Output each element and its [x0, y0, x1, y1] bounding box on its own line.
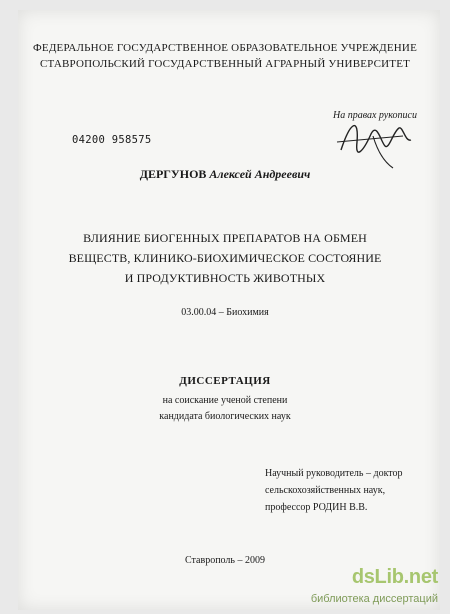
author-surname: ДЕРГУНОВ [139, 167, 207, 181]
watermark-subtitle: библиотека диссертаций [310, 593, 438, 605]
document-code: 04200 958575 [72, 134, 152, 146]
city-year: Ставрополь – 2009 [185, 555, 265, 566]
title-line-3: И ПРОДУКТИВНОСТЬ ЖИВОТНЫХ [124, 271, 326, 285]
watermark-logo [238, 566, 438, 610]
supervisor-line-2: сельскохозяйственных наук, [265, 485, 386, 496]
institution-line-2: СТАВРОПОЛЬСКИЙ ГОСУДАРСТВЕННЫЙ АГРАРНЫЙ УНИВЕРСИТЕТ [39, 58, 411, 70]
watermark-brand: dsLib.net [351, 566, 438, 588]
author-given-names: Алексей Андреевич [209, 167, 311, 181]
institution-line-1: ФЕДЕРАЛЬНОЕ ГОСУДАРСТВЕННОЕ ОБРАЗОВАТЕЛЬНОЕ УЧРЕЖДЕНИЕ [33, 42, 417, 54]
manuscript-note: На правах рукописи [333, 110, 417, 121]
dissertation-label: ДИССЕРТАЦИЯ [179, 375, 271, 387]
author-name [0, 167, 450, 182]
degree-line-2: кандидата биологических наук [159, 411, 291, 422]
specialty: 03.00.04 – Биохимия [181, 307, 269, 318]
signature-icon [333, 112, 423, 172]
supervisor-line-1: Научный руководитель – доктор [265, 468, 403, 479]
title-line-1: ВЛИЯНИЕ БИОГЕННЫХ ПРЕПАРАТОВ НА ОБМЕН [83, 231, 367, 245]
title-line-2: ВЕЩЕСТВ, КЛИНИКО-БИОХИМИЧЕСКОЕ СОСТОЯНИЕ [68, 251, 382, 265]
supervisor-line-3: профессор РОДИН В.В. [265, 502, 368, 513]
degree-line-1: на соискание ученой степени [162, 395, 288, 406]
